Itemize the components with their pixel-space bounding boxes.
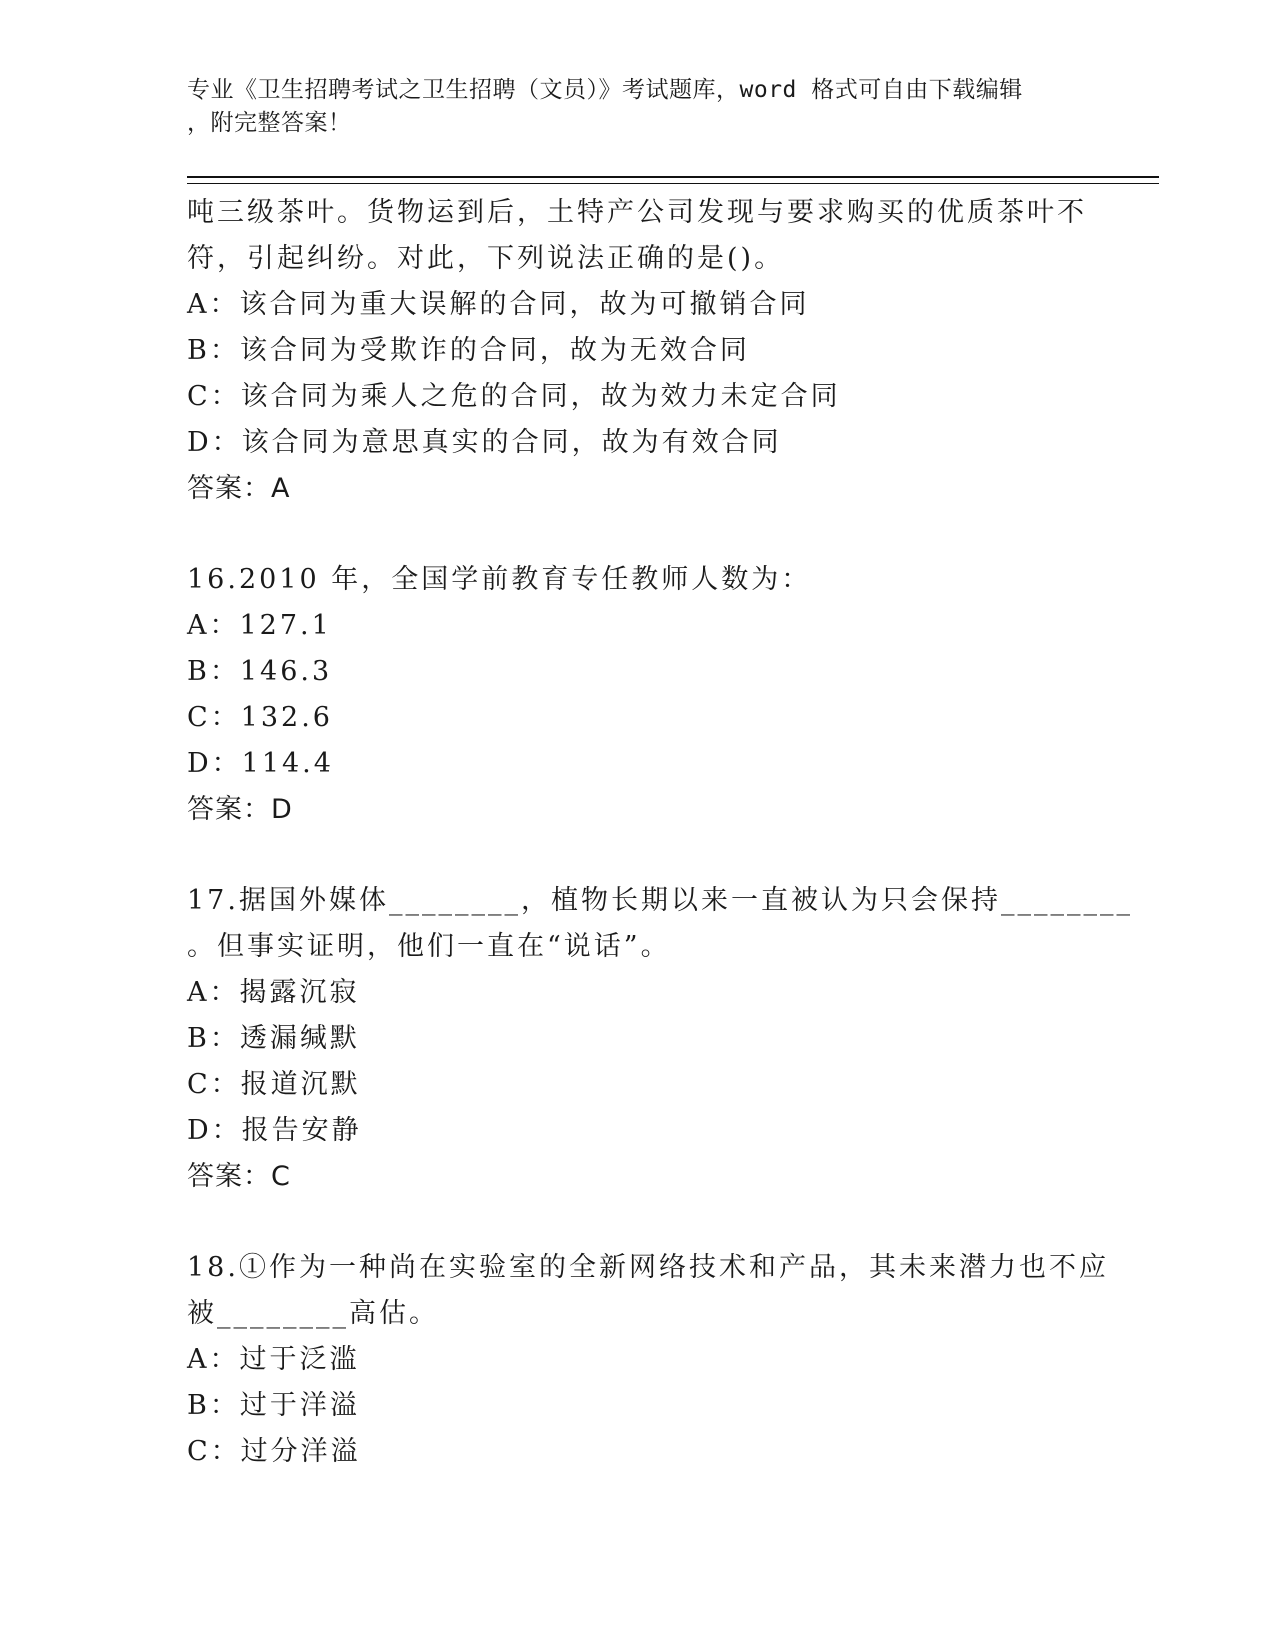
header-rule-thin [187, 183, 1159, 184]
question-17 [187, 878, 1147, 1200]
question-15 [187, 190, 1147, 512]
option-a: A：揭露沉寂 [187, 977, 360, 1008]
header-rule-thick [187, 176, 1159, 178]
question-stem-line: 16.2010 年，全国学前教育专任教师人数为： [187, 564, 812, 595]
spacer [187, 1200, 1147, 1245]
answer-line: 答案：A [187, 473, 291, 504]
option-d: D：114.4 [187, 748, 334, 779]
header-line-2: ，附完整答案！ [187, 110, 352, 136]
question-stem-line: 被________高估。 [187, 1298, 439, 1329]
question-stem-line: 18.①作为一种尚在实验室的全新网络技术和产品，其未来潜力也不应 [187, 1252, 1109, 1283]
option-a: A：该合同为重大误解的合同，故为可撤销合同 [187, 289, 810, 320]
option-b: B：146.3 [187, 656, 333, 687]
option-a: A：127.1 [187, 610, 332, 641]
option-c: C：该合同为乘人之危的合同，故为效力未定合同 [187, 381, 841, 412]
option-d: D：报告安静 [187, 1115, 362, 1146]
question-list [187, 190, 1147, 1475]
question-stem-line: 吨三级茶叶。货物运到后，土特产公司发现与要求购买的优质茶叶不 [187, 197, 1087, 228]
option-b: B：该合同为受欺诈的合同，故为无效合同 [187, 335, 750, 366]
question-16 [187, 557, 1147, 833]
spacer [187, 512, 1147, 557]
question-18 [187, 1245, 1147, 1475]
option-c: C：报道沉默 [187, 1069, 361, 1100]
header-line-1: 专业《卫生招聘考试之卫生招聘（文员）》考试题库，word 格式可自由下载编辑 [187, 77, 1023, 103]
option-a: A：过于泛滥 [187, 1344, 360, 1375]
question-stem-line: 符，引起纠纷。对此，下列说法正确的是()。 [187, 243, 785, 274]
option-d: D：该合同为意思真实的合同，故为有效合同 [187, 427, 782, 458]
question-stem-line: 。但事实证明，他们一直在“说话”。 [187, 931, 671, 962]
question-stem-line: 17.据国外媒体________，植物长期以来一直被认为只会保持________ [187, 885, 1133, 916]
option-c: C：过分洋溢 [187, 1436, 361, 1467]
option-b: B：过于洋溢 [187, 1390, 360, 1421]
document-header [187, 74, 1087, 140]
answer-line: 答案：D [187, 794, 293, 825]
option-b: B：透漏缄默 [187, 1023, 360, 1054]
spacer [187, 833, 1147, 878]
answer-line: 答案：C [187, 1161, 291, 1192]
option-c: C：132.6 [187, 702, 333, 733]
